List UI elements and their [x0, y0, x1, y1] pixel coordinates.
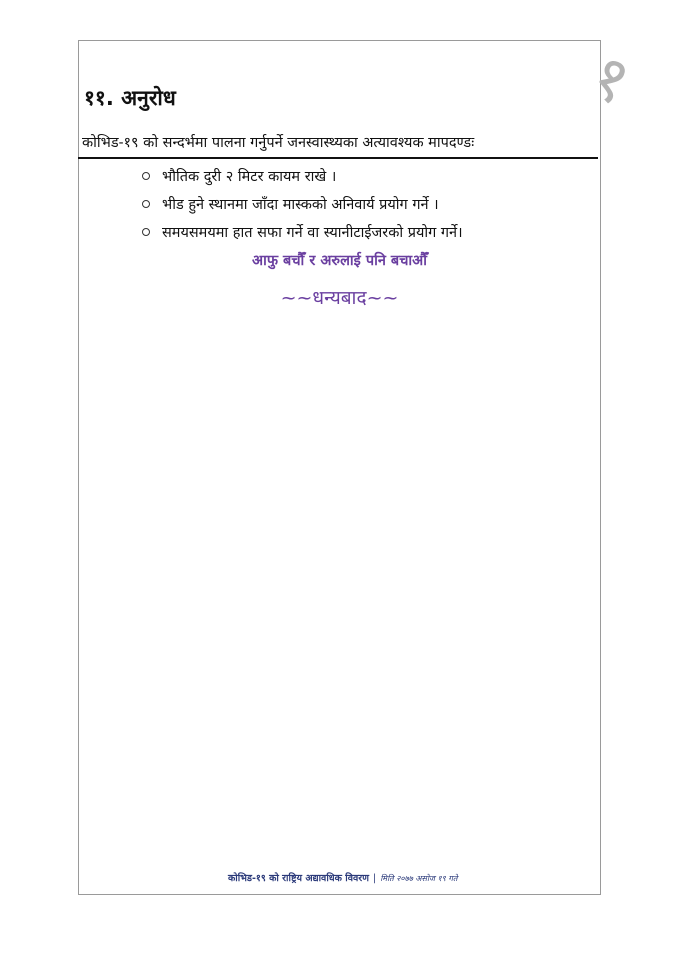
measure-text: समयसमयमा हात सफा गर्ने वा स्यानीटाईजरको प्रयोग गर्ने। [162, 225, 463, 241]
slogan: आफु बचौँ र अरुलाई पनि बचाऔँ [252, 253, 427, 269]
page-footer [228, 866, 457, 885]
circle-bullet-icon [142, 172, 150, 180]
measure-item [142, 162, 463, 190]
section-intro: कोभिड-१९ को सन्दर्भमा पालना गर्नुपर्ने जनस्वास्थ्यका अत्यावश्यक मापदण्डः [82, 135, 475, 151]
measures-list [142, 162, 463, 246]
divider-rule [78, 157, 598, 159]
circle-bullet-icon [142, 200, 150, 208]
measure-item [142, 190, 463, 218]
circle-bullet-icon [142, 228, 150, 236]
footer-date: मिति २०७७ असोज १९ गते [380, 874, 458, 883]
measure-text: भीड हुने स्थानमा जाँदा मास्कको अनिवार्य प्रयोग गर्ने । [162, 197, 439, 213]
thank-you-text: ~~धन्यबाद~~ [280, 287, 399, 309]
footer-title: कोभिड-१९ को राष्ट्रिय अद्यावधिक विवरण [228, 873, 370, 884]
measure-text: भौतिक दुरी २ मिटर कायम राखे । [162, 169, 337, 185]
measure-item [142, 218, 463, 246]
section-title: ११. अनुरोध [84, 86, 176, 110]
footer-separator: | [373, 873, 377, 884]
page-number: १ [581, 39, 640, 121]
